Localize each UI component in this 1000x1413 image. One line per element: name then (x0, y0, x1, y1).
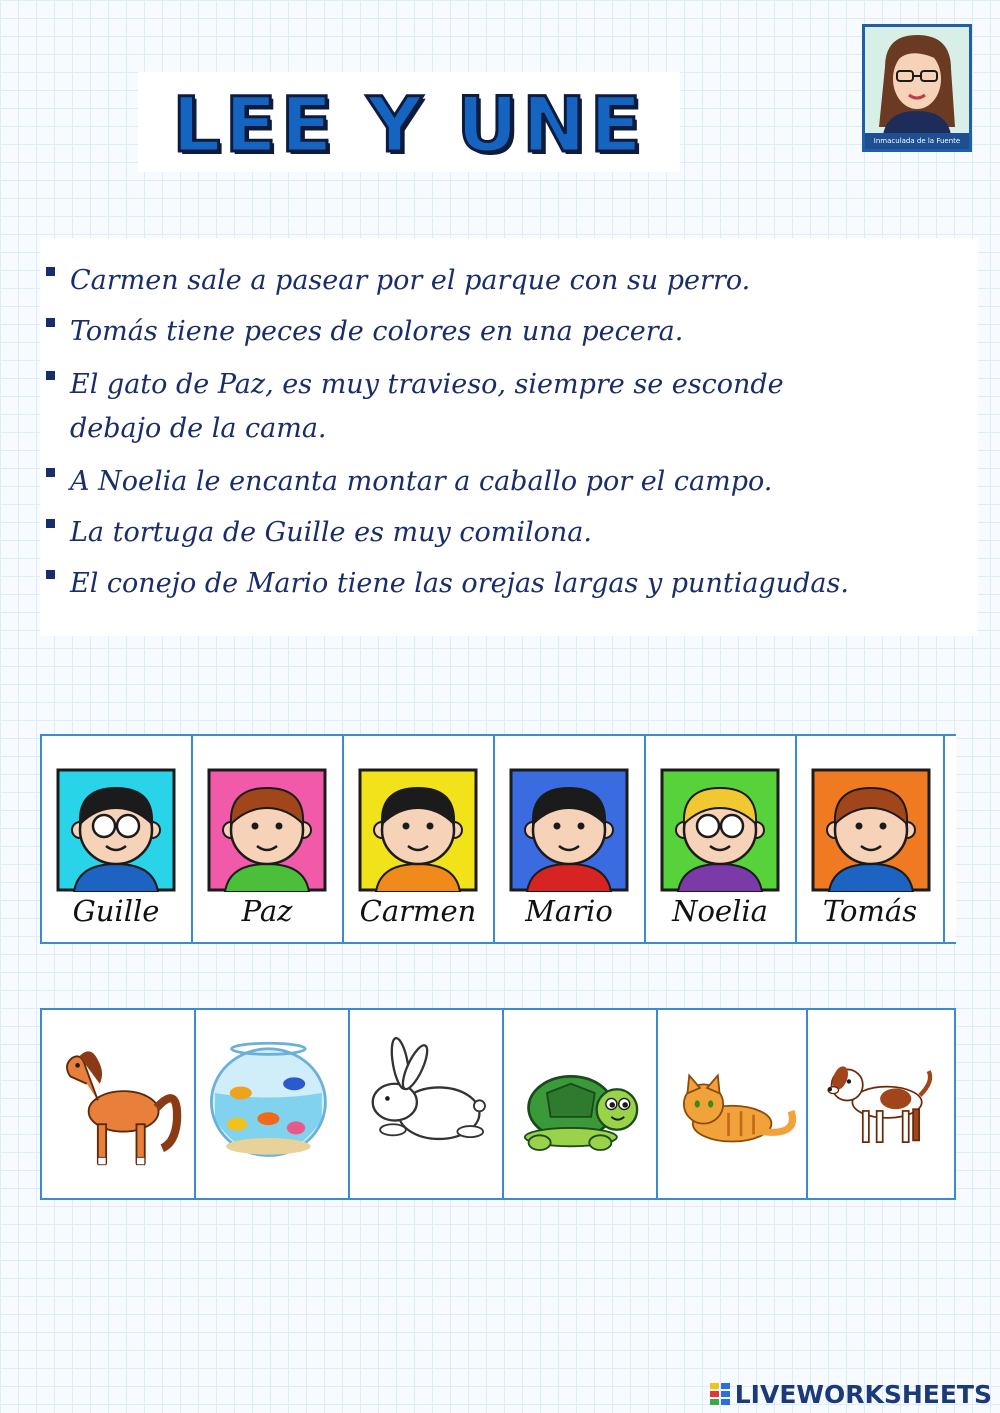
footer-brand: LIVEWORKSHEETS (734, 1379, 992, 1409)
bullet (46, 267, 55, 276)
rabbit-icon (358, 1022, 496, 1186)
child-card[interactable] (493, 736, 643, 942)
sentence-4: A Noelia le encanta montar a caballo por el campo. (70, 466, 773, 497)
child-face-icon (207, 768, 327, 892)
child-card[interactable] (644, 736, 794, 942)
sentence-1: Carmen sale a pasear por el parque con su perro. (70, 265, 751, 296)
child-name: Noelia (672, 894, 768, 928)
child-name: Guille (72, 894, 160, 928)
author-caption: Inmaculada de la Fuente (865, 133, 969, 149)
cat-icon (666, 1022, 800, 1186)
animal-cell[interactable] (658, 1010, 808, 1198)
children-row (40, 734, 956, 944)
child-card[interactable] (795, 736, 945, 942)
child-face-icon (509, 768, 629, 892)
animal-cell[interactable] (808, 1010, 954, 1198)
footer (709, 1380, 992, 1408)
bullet (46, 318, 55, 327)
animal-cell[interactable] (350, 1010, 504, 1198)
child-name: Carmen (359, 894, 477, 928)
animal-cell[interactable] (504, 1010, 658, 1198)
liveworksheets-logo-icon (709, 1382, 731, 1406)
horse-icon (50, 1022, 188, 1186)
sentence-3: El gato de Paz, es muy travieso, siempre se esconde (70, 369, 784, 400)
sentences-panel (40, 238, 978, 636)
child-name: Paz (241, 894, 293, 928)
bullet (46, 570, 55, 579)
child-card[interactable] (191, 736, 341, 942)
bullet (46, 468, 55, 477)
author-avatar (862, 24, 972, 152)
title-box (138, 72, 680, 172)
fishbowl-icon (204, 1022, 342, 1186)
child-card[interactable] (40, 736, 190, 942)
author-portrait-icon (865, 27, 969, 135)
dog-icon (816, 1022, 946, 1186)
sentence-5: La tortuga de Guille es muy comilona. (70, 517, 592, 548)
bullet (46, 371, 55, 380)
sentence-6: El conejo de Mario tiene las orejas largas y puntiagudas. (70, 568, 849, 599)
sentence-3-continued: debajo de la cama. (70, 413, 327, 444)
child-name: Mario (525, 894, 613, 928)
child-face-icon (660, 768, 780, 892)
sentence-2: Tomás tiene peces de colores en una pecera. (70, 316, 684, 347)
animals-row (40, 1008, 956, 1200)
animal-cell[interactable] (42, 1010, 196, 1198)
turtle-icon (512, 1022, 650, 1186)
bullet (46, 519, 55, 528)
child-face-icon (811, 768, 931, 892)
child-face-icon (56, 768, 176, 892)
animal-cell[interactable] (196, 1010, 350, 1198)
child-card[interactable] (342, 736, 492, 942)
page-title: LEE Y UNE (172, 80, 646, 169)
child-name: Tomás (822, 894, 918, 928)
child-face-icon (358, 768, 478, 892)
